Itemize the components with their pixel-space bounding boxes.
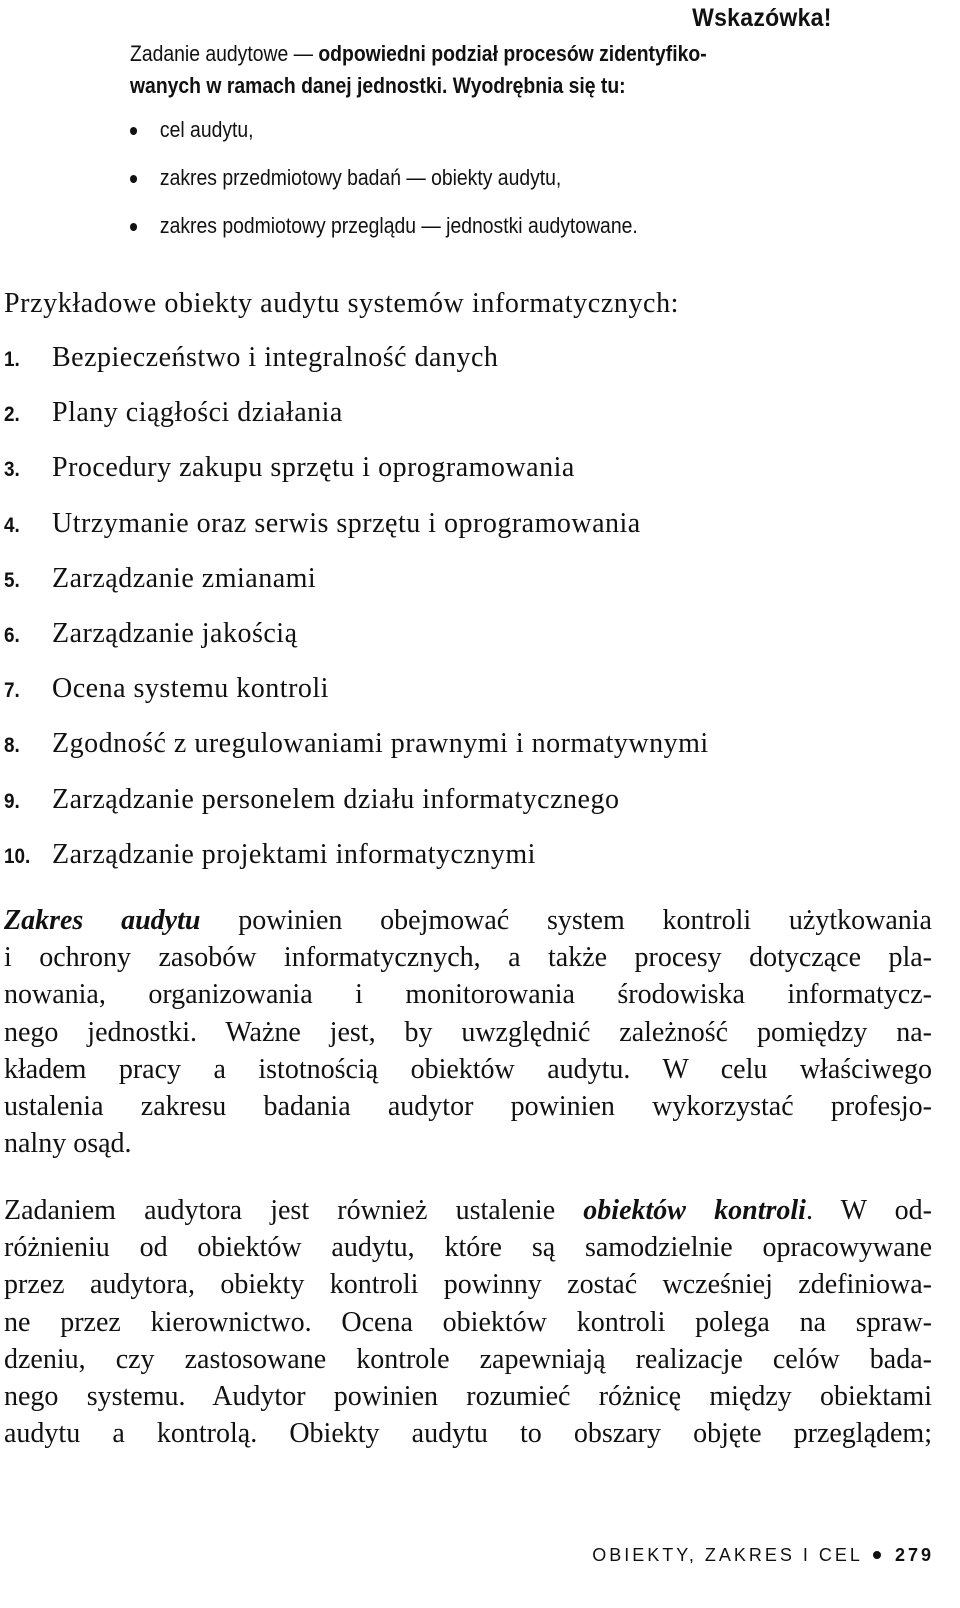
hint-title: Wskazówka! [692, 4, 832, 32]
list-item [4, 835, 709, 890]
list-item-text: Utrzymanie oraz serwis sprzętu i oprogramowania [52, 507, 641, 539]
list-item-text: Ocena systemu kontroli [52, 673, 329, 705]
list-item-text: Zarządzanie projektami informatycznymi [52, 838, 536, 870]
list-item [4, 338, 709, 393]
list-item-text: Zarządzanie zmianami [52, 562, 317, 594]
list-item-text: Zgodność z uregulowaniami prawnymi i normatywnymi [52, 728, 709, 760]
paragraph-text: Zadaniem audytora jest również ustalenie [4, 1195, 584, 1226]
objects-list [4, 338, 709, 890]
list-item-number: 4. [4, 513, 20, 537]
hint-intro [130, 38, 825, 102]
paragraph-line: nego systemu. Audytor powinien rozumieć różnicę między obiektami [4, 1381, 932, 1413]
paragraph-line: nego jednostki. Ważne jest, by uwzględnić zależność pomiędzy na- [4, 1016, 932, 1048]
hint-list-item [130, 162, 746, 210]
term-control-objects: obiektów kontroli [583, 1195, 806, 1226]
list-item-text: Bezpieczeństwo i integralność danych [52, 342, 499, 373]
hint-item-text: zakres podmiotowy przeglądu — jednostki audytowane. [159, 213, 638, 238]
list-item-number: 1. [4, 348, 20, 371]
list-item-text: Zarządzanie jakością [52, 617, 298, 649]
paragraph-line: nowania, organizowania i monitorowania środowiska informatycz- [4, 979, 932, 1011]
page-number: 279 [894, 1545, 934, 1565]
paragraph-line: kładem pracy a istotnością obiektów audytu. W celu właściwego [4, 1053, 932, 1085]
list-item-number: 5. [4, 568, 20, 592]
hint-list-item [130, 114, 746, 162]
list-item [4, 504, 709, 559]
hint-item-text: zakres przedmiotowy badań — obiekty audytu, [159, 165, 562, 190]
hint-intro-plain: Zadanie audytowe — [130, 41, 319, 66]
list-item [4, 559, 709, 614]
list-item-number: 9. [4, 789, 20, 813]
objects-heading: Przykładowe obiekty audytu systemów informatycznych: [4, 288, 680, 319]
paragraph-line [4, 902, 932, 939]
list-item [4, 724, 709, 779]
hint-box [130, 38, 830, 258]
paragraph-text: . W od- [805, 1195, 933, 1226]
hint-list [130, 114, 830, 258]
list-item [4, 669, 709, 724]
bullet-icon [130, 175, 137, 183]
list-item-number: 6. [4, 623, 20, 647]
list-item-number: 8. [4, 734, 20, 758]
list-item-number: 3. [4, 458, 20, 482]
list-item [4, 780, 709, 835]
list-item-number: 2. [4, 403, 20, 427]
paragraph-line: dzeniu, czy zastosowane kontrole zapewniają realizacje celów bada- [4, 1343, 932, 1375]
paragraph-line: audytu a kontrolą. Obiekty audytu to obszary objęte przeglądem; [4, 1418, 932, 1450]
paragraph-line: nalny osąd. [4, 1128, 132, 1160]
hint-item-text: cel audytu, [159, 117, 254, 142]
bullet-icon [130, 223, 137, 231]
bullet-icon [130, 127, 137, 135]
list-item-text: Plany ciągłości działania [52, 397, 343, 429]
hint-list-item [130, 210, 746, 258]
list-item [4, 614, 709, 669]
paragraph-line: i ochrony zasobów informatycznych, a także procesy dotyczące pla- [4, 942, 932, 974]
paragraph-text: powinien obejmować system kontroli użytkowania [200, 905, 932, 936]
paragraph-scope [4, 902, 932, 1162]
list-item-text: Procedury zakupu sprzętu i oprogramowania [52, 452, 575, 484]
paragraph-line: różnieniu od obiektów audytu, które są samodzielnie opracowywane [4, 1232, 932, 1264]
footer-section-title: OBIEKTY, ZAKRES I CEL [592, 1545, 863, 1565]
paragraph-line [4, 1192, 932, 1229]
list-item-number: 10. [4, 844, 31, 868]
paragraph-line: przez audytora, obiekty kontroli powinny zostać wcześniej zdefiniowa- [4, 1269, 932, 1301]
paragraph-line: ne przez kierownictwo. Ocena obiektów kontroli polega na spraw- [4, 1306, 932, 1338]
list-item-text: Zarządzanie personelem działu informatycznego [52, 783, 620, 815]
page-footer [592, 1545, 934, 1566]
list-item-number: 7. [4, 679, 20, 703]
hint-intro-bold-1: odpowiedni podział procesów zidentyfiko- [318, 41, 707, 66]
paragraph-line: ustalenia zakresu badania audytor powinien wykorzystać profesjo- [4, 1091, 932, 1123]
bullet-icon [873, 1551, 881, 1559]
term-audit-scope: Zakres audytu [4, 905, 201, 936]
hint-intro-bold-2: wanych w ramach danej jednostki. Wyodrębnia się tu: [130, 73, 626, 98]
list-item [4, 448, 709, 503]
paragraph-control-objects [4, 1192, 932, 1452]
list-item [4, 393, 709, 448]
